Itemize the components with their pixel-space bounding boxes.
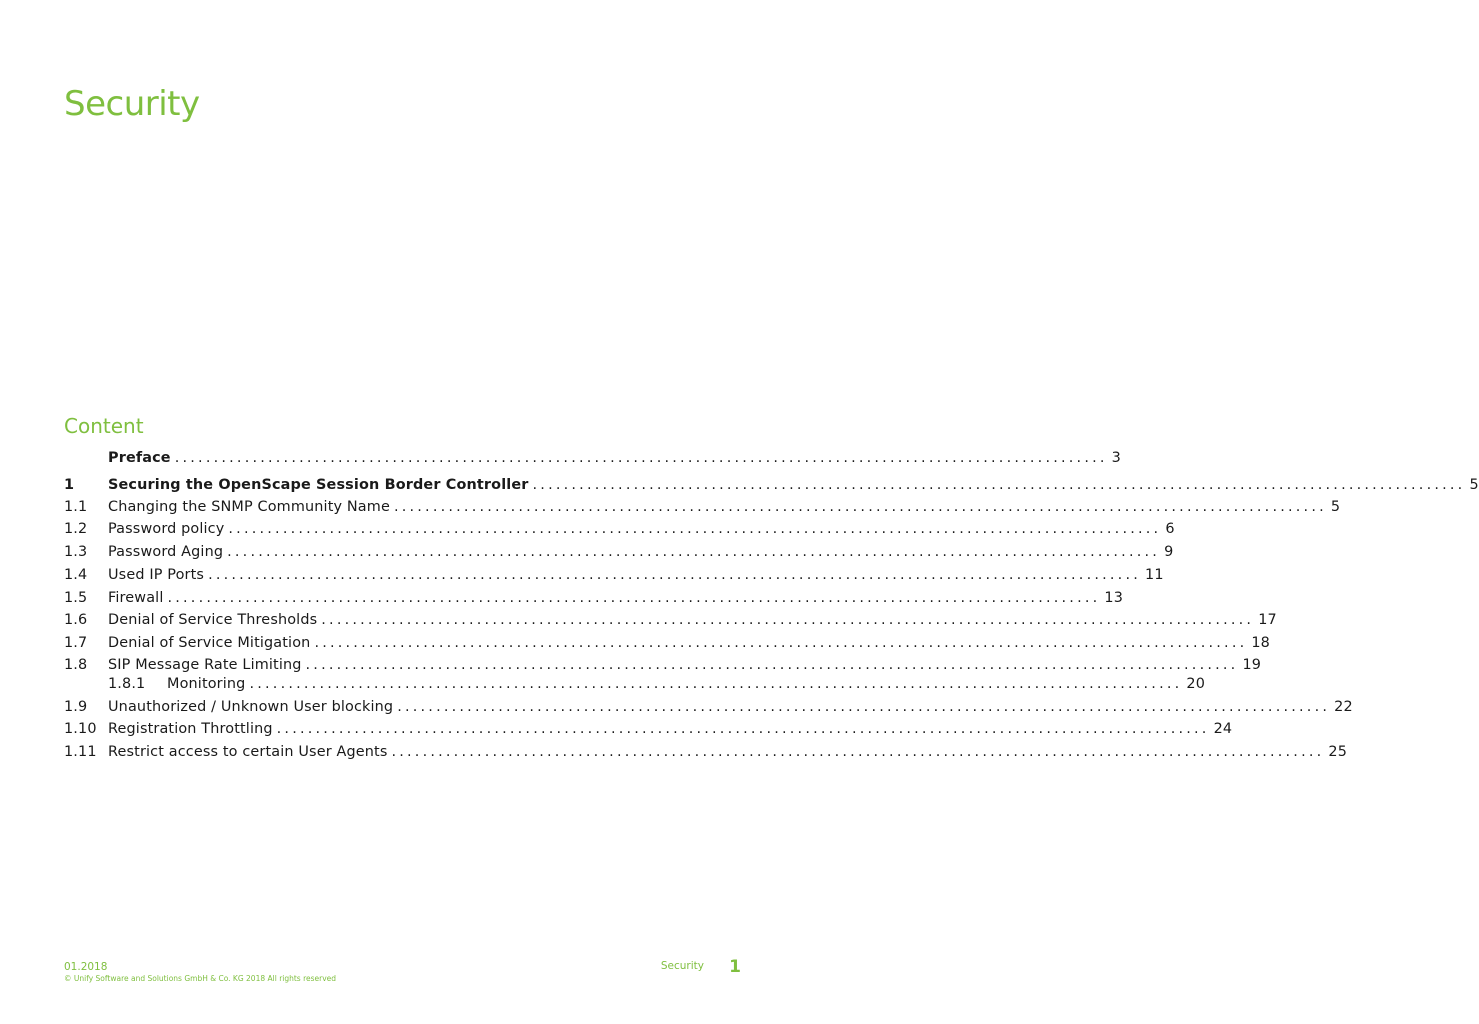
toc-entry-number: 1.5 xyxy=(64,590,88,606)
toc-entry-page: 5 xyxy=(1330,499,1341,515)
toc-leader-dots: ........................................................................................................................ xyxy=(393,499,1327,515)
footer-document-title: Security xyxy=(660,960,704,972)
toc-entry-1-9[interactable] xyxy=(64,696,1353,718)
footer-copyright: © Unify Software and Solutions GmbH & Co. KG 2018 All rights reserved xyxy=(64,974,337,983)
toc-leader-dots: ........................................................................................................................ xyxy=(532,477,1466,493)
toc-entry-title: Denial of Service Thresholds xyxy=(108,612,318,628)
toc-entry-number: 1.6 xyxy=(64,612,88,628)
toc-leader-dots: ........................................................................................................................ xyxy=(321,612,1255,628)
toc-entry-1-2[interactable] xyxy=(64,518,1175,540)
toc-entry-page: 19 xyxy=(1242,657,1262,673)
toc-leader-dots: ........................................................................................................................ xyxy=(174,450,1108,466)
toc-entry-title: SIP Message Rate Limiting xyxy=(108,657,302,673)
toc-entry-number: 1.1 xyxy=(64,499,88,515)
toc-entry-1-1[interactable] xyxy=(64,496,1341,518)
toc-entry-title: Password Aging xyxy=(108,544,224,560)
toc-entry-page: 9 xyxy=(1164,544,1174,560)
toc-leader-dots: ........................................................................................................................ xyxy=(208,567,1142,583)
toc-entry-1-11[interactable] xyxy=(64,741,1348,763)
toc-entry-1[interactable] xyxy=(64,474,1479,496)
toc-entry-title: Registration Throttling xyxy=(108,721,273,737)
toc-leader-dots: ........................................................................................................................ xyxy=(167,590,1101,606)
toc-entry-page: 13 xyxy=(1104,590,1124,606)
table-of-contents xyxy=(64,0,1479,1024)
toc-entry-page: 17 xyxy=(1258,612,1277,628)
toc-leader-dots: ........................................................................................................................ xyxy=(276,721,1210,737)
toc-entry-number: 1.8 xyxy=(64,657,88,673)
toc-leader-dots: ........................................................................................................................ xyxy=(228,521,1162,537)
toc-entry-subnumber: 1.8.1 xyxy=(108,676,146,692)
toc-leader-dots: ........................................................................................................................ xyxy=(227,544,1161,560)
toc-entry-title: Monitoring xyxy=(167,676,246,692)
toc-entry-title: Preface xyxy=(108,450,171,466)
toc-entry-1-10[interactable] xyxy=(64,718,1233,740)
toc-entry-1-3[interactable] xyxy=(64,541,1174,563)
toc-leader-dots: ........................................................................................................................ xyxy=(314,635,1248,651)
toc-entry-number: 1.11 xyxy=(64,744,97,760)
toc-entry-number: 1.10 xyxy=(64,721,97,737)
toc-leader-dots: ........................................................................................................................ xyxy=(305,657,1239,673)
page-title: Security xyxy=(64,84,200,124)
toc-entry-title: Unauthorized / Unknown User blocking xyxy=(108,699,394,715)
toc-entry-number: 1 xyxy=(64,477,75,493)
toc-entry-1-5[interactable] xyxy=(64,587,1124,609)
toc-entry-page: 5 xyxy=(1469,477,1479,493)
toc-entry-page: 25 xyxy=(1328,744,1348,760)
toc-entry-title: Changing the SNMP Community Name xyxy=(108,499,390,515)
toc-entry-title: Password policy xyxy=(108,521,225,537)
toc-entry-title: Denial of Service Mitigation xyxy=(108,635,311,651)
toc-entry-page: 18 xyxy=(1251,635,1270,651)
toc-entry-1-7[interactable] xyxy=(64,632,1270,654)
toc-entry-number: 1.2 xyxy=(64,521,88,537)
toc-entry-1-6[interactable] xyxy=(64,609,1277,631)
toc-entry-page: 3 xyxy=(1111,450,1121,466)
toc-entry-preface[interactable] xyxy=(64,447,1121,469)
toc-entry-page: 22 xyxy=(1334,699,1353,715)
toc-entry-title: Firewall xyxy=(108,590,164,606)
toc-entry-page: 6 xyxy=(1165,521,1175,537)
footer-date: 01.2018 xyxy=(64,961,108,973)
toc-entry-number: 1.7 xyxy=(64,635,88,651)
toc-entry-number: 1.9 xyxy=(64,699,88,715)
toc-leader-dots: ........................................................................................................................ xyxy=(249,676,1183,692)
toc-entry-1-4[interactable] xyxy=(64,564,1164,586)
toc-entry-title: Used IP Ports xyxy=(108,567,205,583)
content-heading: Content xyxy=(64,414,144,438)
toc-entry-title: Restrict access to certain User Agents xyxy=(108,744,388,760)
toc-leader-dots: ........................................................................................................................ xyxy=(397,699,1331,715)
toc-entry-number: 1.3 xyxy=(64,544,88,560)
toc-entry-title: Securing the OpenScape Session Border Controller xyxy=(108,477,529,493)
toc-entry-page: 24 xyxy=(1213,721,1233,737)
footer-page-number: 1 xyxy=(729,957,741,977)
toc-entry-number: 1.4 xyxy=(64,567,88,583)
toc-entry-page: 11 xyxy=(1145,567,1164,583)
toc-leader-dots: ........................................................................................................................ xyxy=(391,744,1325,760)
toc-entry-page: 20 xyxy=(1186,676,1206,692)
toc-entry-1-8-1[interactable] xyxy=(64,673,1206,695)
